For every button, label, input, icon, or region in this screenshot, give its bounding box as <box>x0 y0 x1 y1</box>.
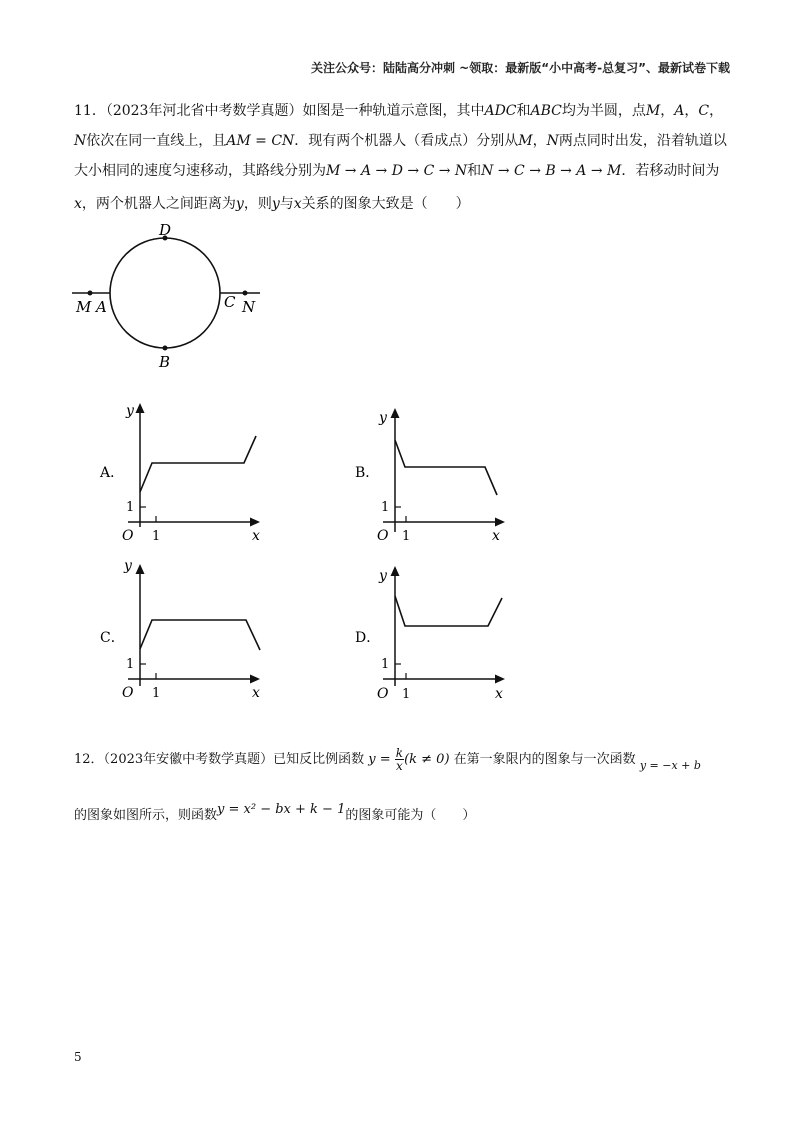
label-a: A <box>96 298 107 316</box>
math-a: A <box>674 103 685 119</box>
origin-label: O <box>377 686 389 702</box>
math-am-cn: AM = CN <box>226 133 295 149</box>
page-number: 5 <box>74 1050 82 1064</box>
graph-curve <box>140 436 256 492</box>
q12-text: 12．（2023年安徽中考数学真题）已知反比例函数 <box>74 752 365 767</box>
axis-label-x: x <box>252 685 260 701</box>
q11-text: 和 <box>467 163 482 179</box>
label-n: N <box>242 298 256 316</box>
axis-label-x: x <box>252 528 260 544</box>
tick-y-label: 1 <box>381 500 390 515</box>
math-adc: ADC <box>484 103 517 119</box>
q11-line-3 <box>74 161 719 181</box>
func1-fraction <box>395 747 404 772</box>
axis-label-y: y <box>379 568 387 584</box>
math-n: N <box>74 133 87 149</box>
q11-text: 关系的图象大致是（ ） <box>301 196 470 212</box>
track-circle <box>110 238 220 348</box>
option-d-label: D． <box>355 630 381 646</box>
q11-line-4 <box>74 194 470 214</box>
axis-label-x: x <box>495 686 503 702</box>
fraction-denominator: x <box>396 759 403 773</box>
q11-text: ， <box>709 103 724 119</box>
point-b <box>163 346 168 351</box>
graph-curve <box>140 620 260 650</box>
graph-curve <box>395 596 502 626</box>
option-a-graph <box>90 395 280 545</box>
y-axis-arrow <box>391 566 400 576</box>
q12-text: 的图象可能为（ ） <box>345 808 476 823</box>
axis-label-y: y <box>124 558 132 574</box>
y-axis-arrow <box>391 408 400 418</box>
q11-text: 大小相同的速度匀速移动，其路线分别为 <box>74 163 326 179</box>
tick-y-label: 1 <box>381 657 390 672</box>
q11-text: ，则 <box>243 196 272 212</box>
tick-x-label: 1 <box>402 529 411 544</box>
func3: y = x² − bx + k − 1 <box>217 802 346 817</box>
math-y: y <box>271 196 280 212</box>
q11-text: 均为半圆，点 <box>561 103 646 119</box>
q11-text: 11．（2023年河北省中考数学真题）如图是一种轨道示意图，其中 <box>74 103 485 119</box>
math-m: M <box>645 103 661 119</box>
tick-x-label: 1 <box>402 687 411 702</box>
label-m: M <box>76 298 92 316</box>
label-c: C <box>224 293 236 311</box>
graph-curve <box>395 440 497 495</box>
func2: y = −x + b <box>639 759 701 772</box>
func1-lhs: y = <box>368 752 391 767</box>
q11-text: 与 <box>279 196 294 212</box>
q11-text: ， <box>660 103 675 119</box>
tick-x-label: 1 <box>152 686 161 701</box>
axis-label-y: y <box>379 410 387 426</box>
x-axis-arrow <box>495 518 505 527</box>
origin-label: O <box>122 528 134 544</box>
math-y: y <box>235 196 244 212</box>
y-axis-arrow <box>136 564 145 574</box>
axis-label-y: y <box>126 403 134 419</box>
math-x: x <box>74 196 82 212</box>
x-axis-arrow <box>495 675 505 684</box>
axis-label-x: x <box>492 528 500 544</box>
func1-condition: (k ≠ 0) <box>404 752 450 767</box>
math-n: N <box>546 133 559 149</box>
origin-label: O <box>122 685 134 701</box>
y-axis-arrow <box>136 403 145 413</box>
option-b-label: B． <box>355 465 380 481</box>
fraction-numerator: k <box>395 746 404 760</box>
math-path-2: N → C → B → A → M <box>481 163 622 179</box>
track-diagram <box>60 215 280 375</box>
label-d: D <box>159 221 172 239</box>
page-header: 关注公众号：陆陆高分冲刺 ~领取：最新版“小中高考-总复习”、最新试卷下载 <box>311 61 730 75</box>
x-axis-arrow <box>250 675 260 684</box>
tick-y-label: 1 <box>126 657 135 672</box>
tick-y-label: 1 <box>126 500 135 515</box>
math-abc: ABC <box>530 103 562 119</box>
q11-text: ．现有两个机器人（看成点）分别从 <box>294 133 519 149</box>
option-d-graph <box>345 556 535 706</box>
x-axis-arrow <box>250 518 260 527</box>
q11-text: ， <box>532 133 547 149</box>
q12-text: 的图象如图所示，则函数 <box>74 808 218 823</box>
q11-line-2 <box>74 131 727 151</box>
q11-text: 和 <box>516 103 531 119</box>
origin-label: O <box>377 528 389 544</box>
q12-text: 在第一象限内的图象与一次函数 <box>453 752 636 767</box>
math-c: C <box>698 103 710 119</box>
math-x: x <box>293 196 302 212</box>
q11-text: 依次在同一直线上，且 <box>86 133 227 149</box>
option-c-label: C． <box>100 630 125 646</box>
q12-line-2 <box>74 802 476 826</box>
option-a-label: A． <box>100 465 125 481</box>
q11-text: 两点同时出发，沿着轨道以 <box>558 133 727 149</box>
math-path-1: M → A → D → C → N <box>326 163 468 179</box>
tick-x-label: 1 <box>152 529 161 544</box>
q11-line-1 <box>74 101 723 121</box>
option-b-graph <box>345 400 535 550</box>
label-b: B <box>159 353 171 371</box>
point-n <box>243 291 248 296</box>
option-c-graph <box>90 552 280 702</box>
q11-text: ， <box>684 103 699 119</box>
point-m <box>88 291 93 296</box>
q11-text: ．若移动时间为 <box>621 163 720 179</box>
q11-text: ，两个机器人之间距离为 <box>81 196 236 212</box>
q12-line-1 <box>74 743 701 777</box>
math-m: M <box>518 133 533 149</box>
